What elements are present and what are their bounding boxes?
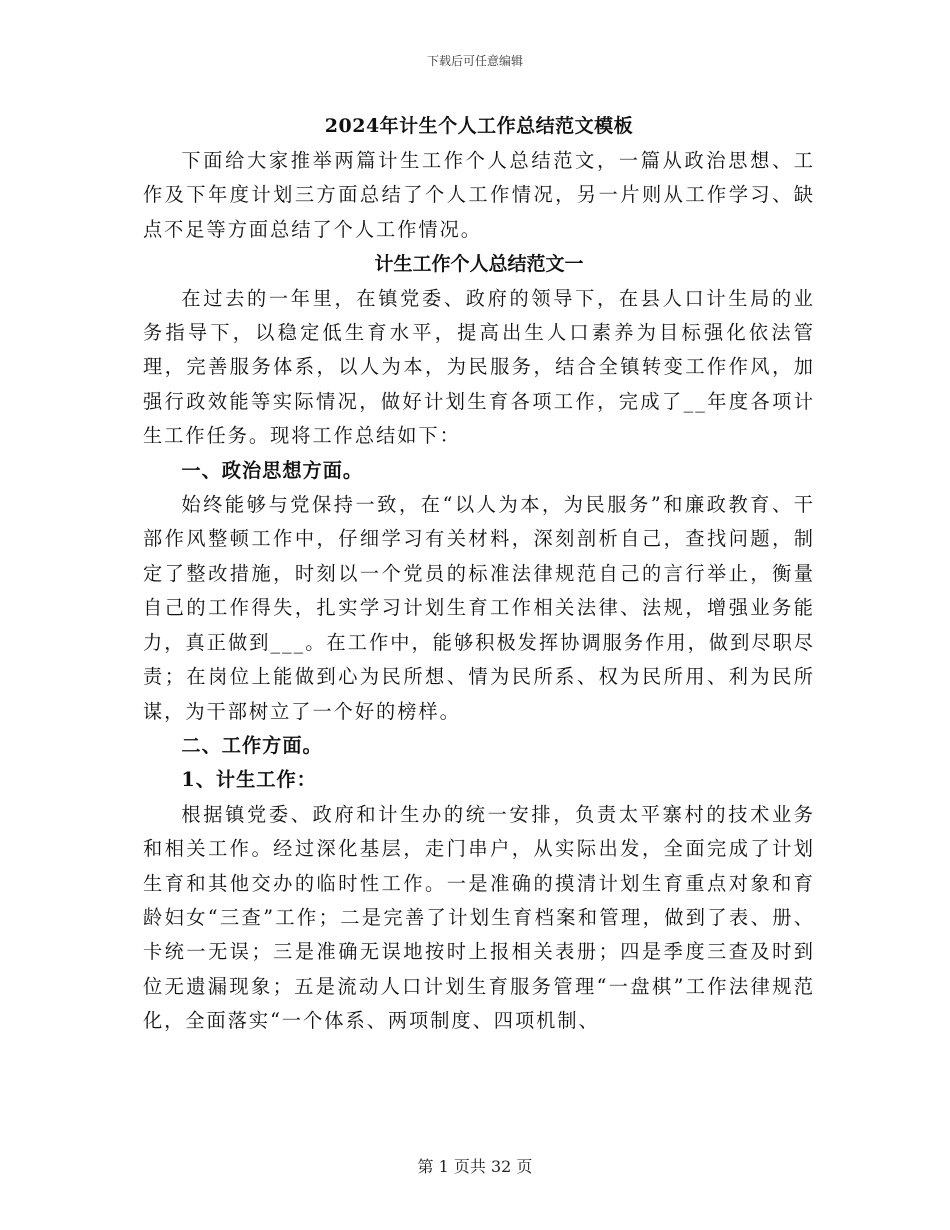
paragraph-2: 始终能够与党保持一致，在“以人为本，为民服务”和廉政教育、干部作风整顿工作中，仔细学习有关材料，深刻剖析自己，查找问题，制定了整改措施，时刻以一个党员的标准法律规范自己的言行举止，衡量自己的工作得失，扎实学习计划生育工作相关法律、法规，增强业务能力，真正做到___。在工作中，能够积极发挥协调服务作用，做到尽职尽责；在岗位上能做到心为民所想、情为民所系、权为民所用、利为民所谋，为干部树立了一个好的榜样。 — [143, 493, 815, 723]
section-title: 计生工作个人总结范文一 — [374, 253, 584, 276]
paragraph-1: 在过去的一年里，在镇党委、政府的领导下，在县人口计生局的业务指导下，以稳定低生育水平，提高出生人口素养为目标强化依法管理，完善服务体系，以人为本，为民服务，结合全镇转变工作作风，加强行政效能等实际情况，做好计划生育各项工作，完成了__年度各项计生工作任务。现将工作总结如下： — [143, 286, 815, 448]
heading-political: 一、政治思想方面。 — [181, 458, 364, 482]
document-title: 2024年计生个人工作总结范文模板 — [324, 115, 634, 137]
paragraph-3: 根据镇党委、政府和计生办的统一安排，负责太平寨村的技术业务和相关工作。经过深化基层，走门串户，从实际出发，全面完成了计划生育和其他交办的临时性工作。一是准确的摸清计划生育重点对象和育龄妇女“三查”工作；二是完善了计划生育档案和管理，做到了表、册、卡统一无误；三是准确无误地按时上报相关表册；四是季度三查及时到位无遗漏现象；五是流动人口计划生育服务管理“一盘棋”工作法律规范化，全面落实“一个体系、两项制度、四项机制、 — [143, 802, 815, 1033]
intro-paragraph: 下面给大家推举两篇计生工作个人总结范文，一篇从政治思想、工作及下年度计划三方面总结了个人工作情况，另一片则从工作学习、缺点不足等方面总结了个人工作情况。 — [143, 149, 815, 241]
heading-family-planning: 1、计生工作： — [181, 768, 317, 792]
heading-work: 二、工作方面。 — [181, 733, 323, 757]
page-header: 下载后可任意编辑 — [426, 54, 523, 68]
page-footer: 第 1 页共 32 页 — [417, 1157, 533, 1176]
document-body — [143, 112, 815, 1039]
